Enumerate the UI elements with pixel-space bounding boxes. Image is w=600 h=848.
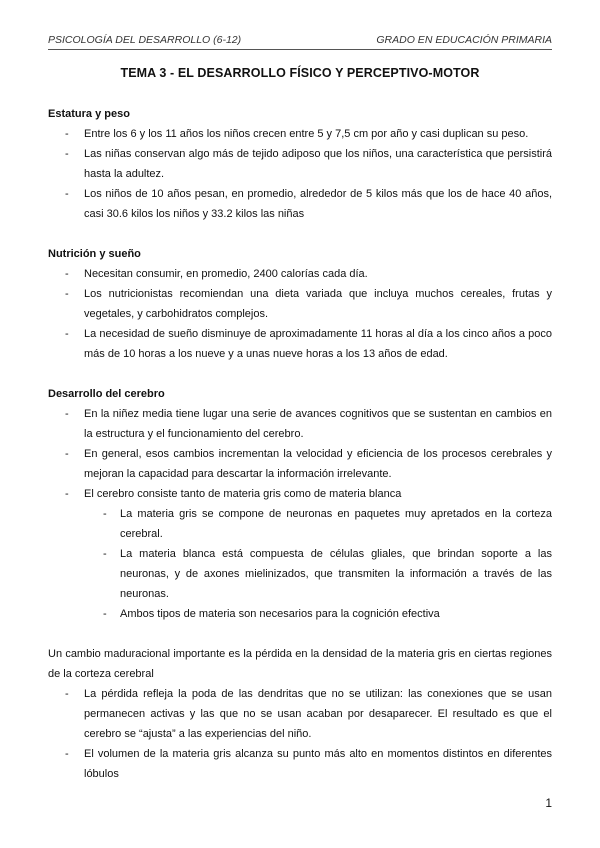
sublist-materia: [48, 504, 552, 624]
list-item: - El cerebro consiste tanto de materia gris como de materia blanca: [48, 484, 552, 504]
sub-list-item: - La materia gris se compone de neuronas en paquetes muy apretados en la corteza cerebral.: [48, 504, 552, 544]
header-course: PSICOLOGÍA DEL DESARROLLO (6-12): [48, 34, 242, 46]
section-title-cerebro: Desarrollo del cerebro: [48, 388, 165, 400]
list-item: - Los nutricionistas recomiendan una dieta variada que incluya muchos cereales, frutas y vegetales, y carbohidratos complejos.: [48, 284, 552, 324]
document-body: [48, 104, 552, 784]
header-degree: GRADO EN EDUCACIÓN PRIMARIA: [376, 34, 552, 46]
list-item: - En la niñez media tiene lugar una serie de avances cognitivos que se sustentan en cambios en la estructura y el funcionamiento del cerebro.: [48, 404, 552, 444]
list-item: - Los niños de 10 años pesan, en promedio, alrededor de 5 kilos más que los de hace 40 años, casi 30.6 kilos los niños y 33.2 kilos las niñas: [48, 184, 552, 224]
list-item: - En general, esos cambios incrementan la velocidad y eficiencia de los procesos cerebrales y mejoran la capacidad para descartar la información irrelevante.: [48, 444, 552, 484]
list-item: - La pérdida refleja la poda de las dendritas que no se utilizan: las conexiones que se usan permanecen activas y las que no se usan acaban por desaparecer. El resultado es que el cerebro se “ajusta” a las experiencias del niño.: [48, 684, 552, 744]
list-estatura: [48, 124, 552, 224]
list-item: - La necesidad de sueño disminuye de aproximadamente 11 horas al día a los cinco años a poco más de 10 horas a los nueve y a unas nueve horas a los 13 años de edad.: [48, 324, 552, 364]
list-nutricion: [48, 264, 552, 364]
page-number: 1: [545, 796, 552, 810]
list-cerebro: [48, 404, 552, 504]
section-title-estatura: Estatura y peso: [48, 108, 130, 120]
page-header: [48, 34, 552, 50]
list-item: - Las niñas conservan algo más de tejido adiposo que los niños, una característica que persistirá hasta la adultez.: [48, 144, 552, 184]
sub-list-item: - La materia blanca está compuesta de células gliales, que brindan soporte a las neuronas, y de axones mielinizados, que transmiten la información a través de las neuronas.: [48, 544, 552, 604]
list-item: - El volumen de la materia gris alcanza su punto más alto en momentos distintos en diferentes lóbulos: [48, 744, 552, 784]
sub-list-item: - Ambos tipos de materia son necesarios para la cognición efectiva: [48, 604, 552, 624]
document-title: TEMA 3 - EL DESARROLLO FÍSICO Y PERCEPTIVO-MOTOR: [120, 66, 480, 80]
section-title-nutricion: Nutrición y sueño: [48, 248, 141, 260]
list-item: - Entre los 6 y los 11 años los niños crecen entre 5 y 7,5 cm por año y casi duplican su peso.: [48, 124, 552, 144]
list-madurativo: [48, 684, 552, 784]
list-item: - Necesitan consumir, en promedio, 2400 calorías cada día.: [48, 264, 552, 284]
paragraph-madurativo: Un cambio maduracional importante es la pérdida en la densidad de la materia gris en ciertas regiones de la corteza cerebral: [48, 648, 552, 680]
